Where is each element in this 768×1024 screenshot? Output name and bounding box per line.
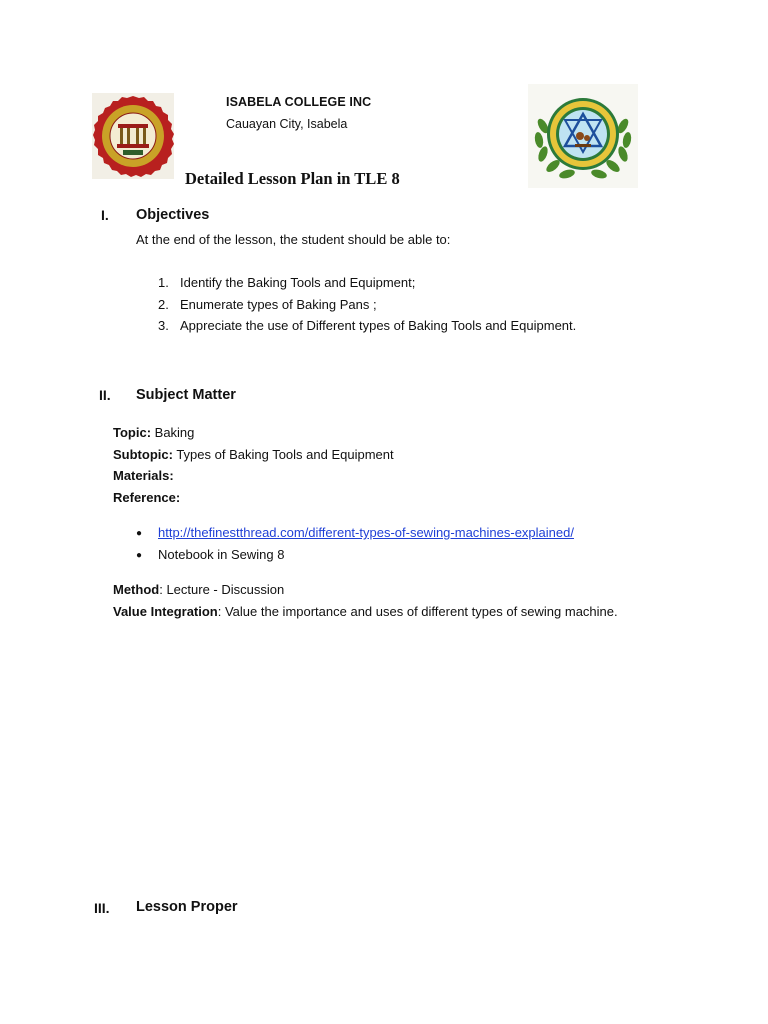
section-title-lesson-proper: Lesson Proper	[136, 899, 238, 915]
list-item: 3. Appreciate the use of Different types of Baking Tools and Equipment.	[158, 318, 577, 334]
topic-row: Topic: Baking	[113, 425, 195, 440]
list-item: 1. Identify the Baking Tools and Equipment;	[158, 275, 416, 290]
value-integration-row: Value Integration: Value the importance and uses of different types of sewing machine.	[113, 604, 618, 619]
list-item: ● Notebook in Sewing 8	[136, 547, 285, 562]
section-number-lesson-proper: III.	[94, 900, 110, 916]
list-item: ● http://thefinestthread.com/different-types-of-sewing-machines-explained/	[136, 525, 574, 540]
method-row: Method: Lecture - Discussion	[113, 582, 285, 597]
section-title-objectives: Objectives	[136, 207, 210, 223]
subtopic-row: Subtopic: Types of Baking Tools and Equipment	[113, 447, 394, 462]
list-item: 2. Enumerate types of Baking Pans ;	[158, 296, 377, 312]
school-location: Cauayan City, Isabela	[226, 117, 348, 131]
materials-row: Materials:	[113, 468, 174, 483]
objectives-intro: At the end of the lesson, the student should be able to:	[136, 232, 451, 247]
reference-list	[136, 522, 574, 566]
section-title-subject-matter: Subject Matter	[136, 387, 236, 403]
section-number-subject-matter: II.	[99, 387, 111, 403]
college-of-education-logo	[528, 84, 638, 188]
isabela-colleges-logo	[92, 93, 174, 179]
school-name: ISABELA COLLEGE INC	[226, 95, 372, 109]
document-title: Detailed Lesson Plan in TLE 8	[185, 169, 400, 188]
reference-row: Reference:	[113, 490, 181, 505]
objectives-list	[158, 272, 576, 337]
reference-link[interactable]: http://thefinestthread.com/different-types-of-sewing-machines-explained/	[158, 525, 574, 540]
section-number-objectives: I.	[101, 207, 109, 223]
